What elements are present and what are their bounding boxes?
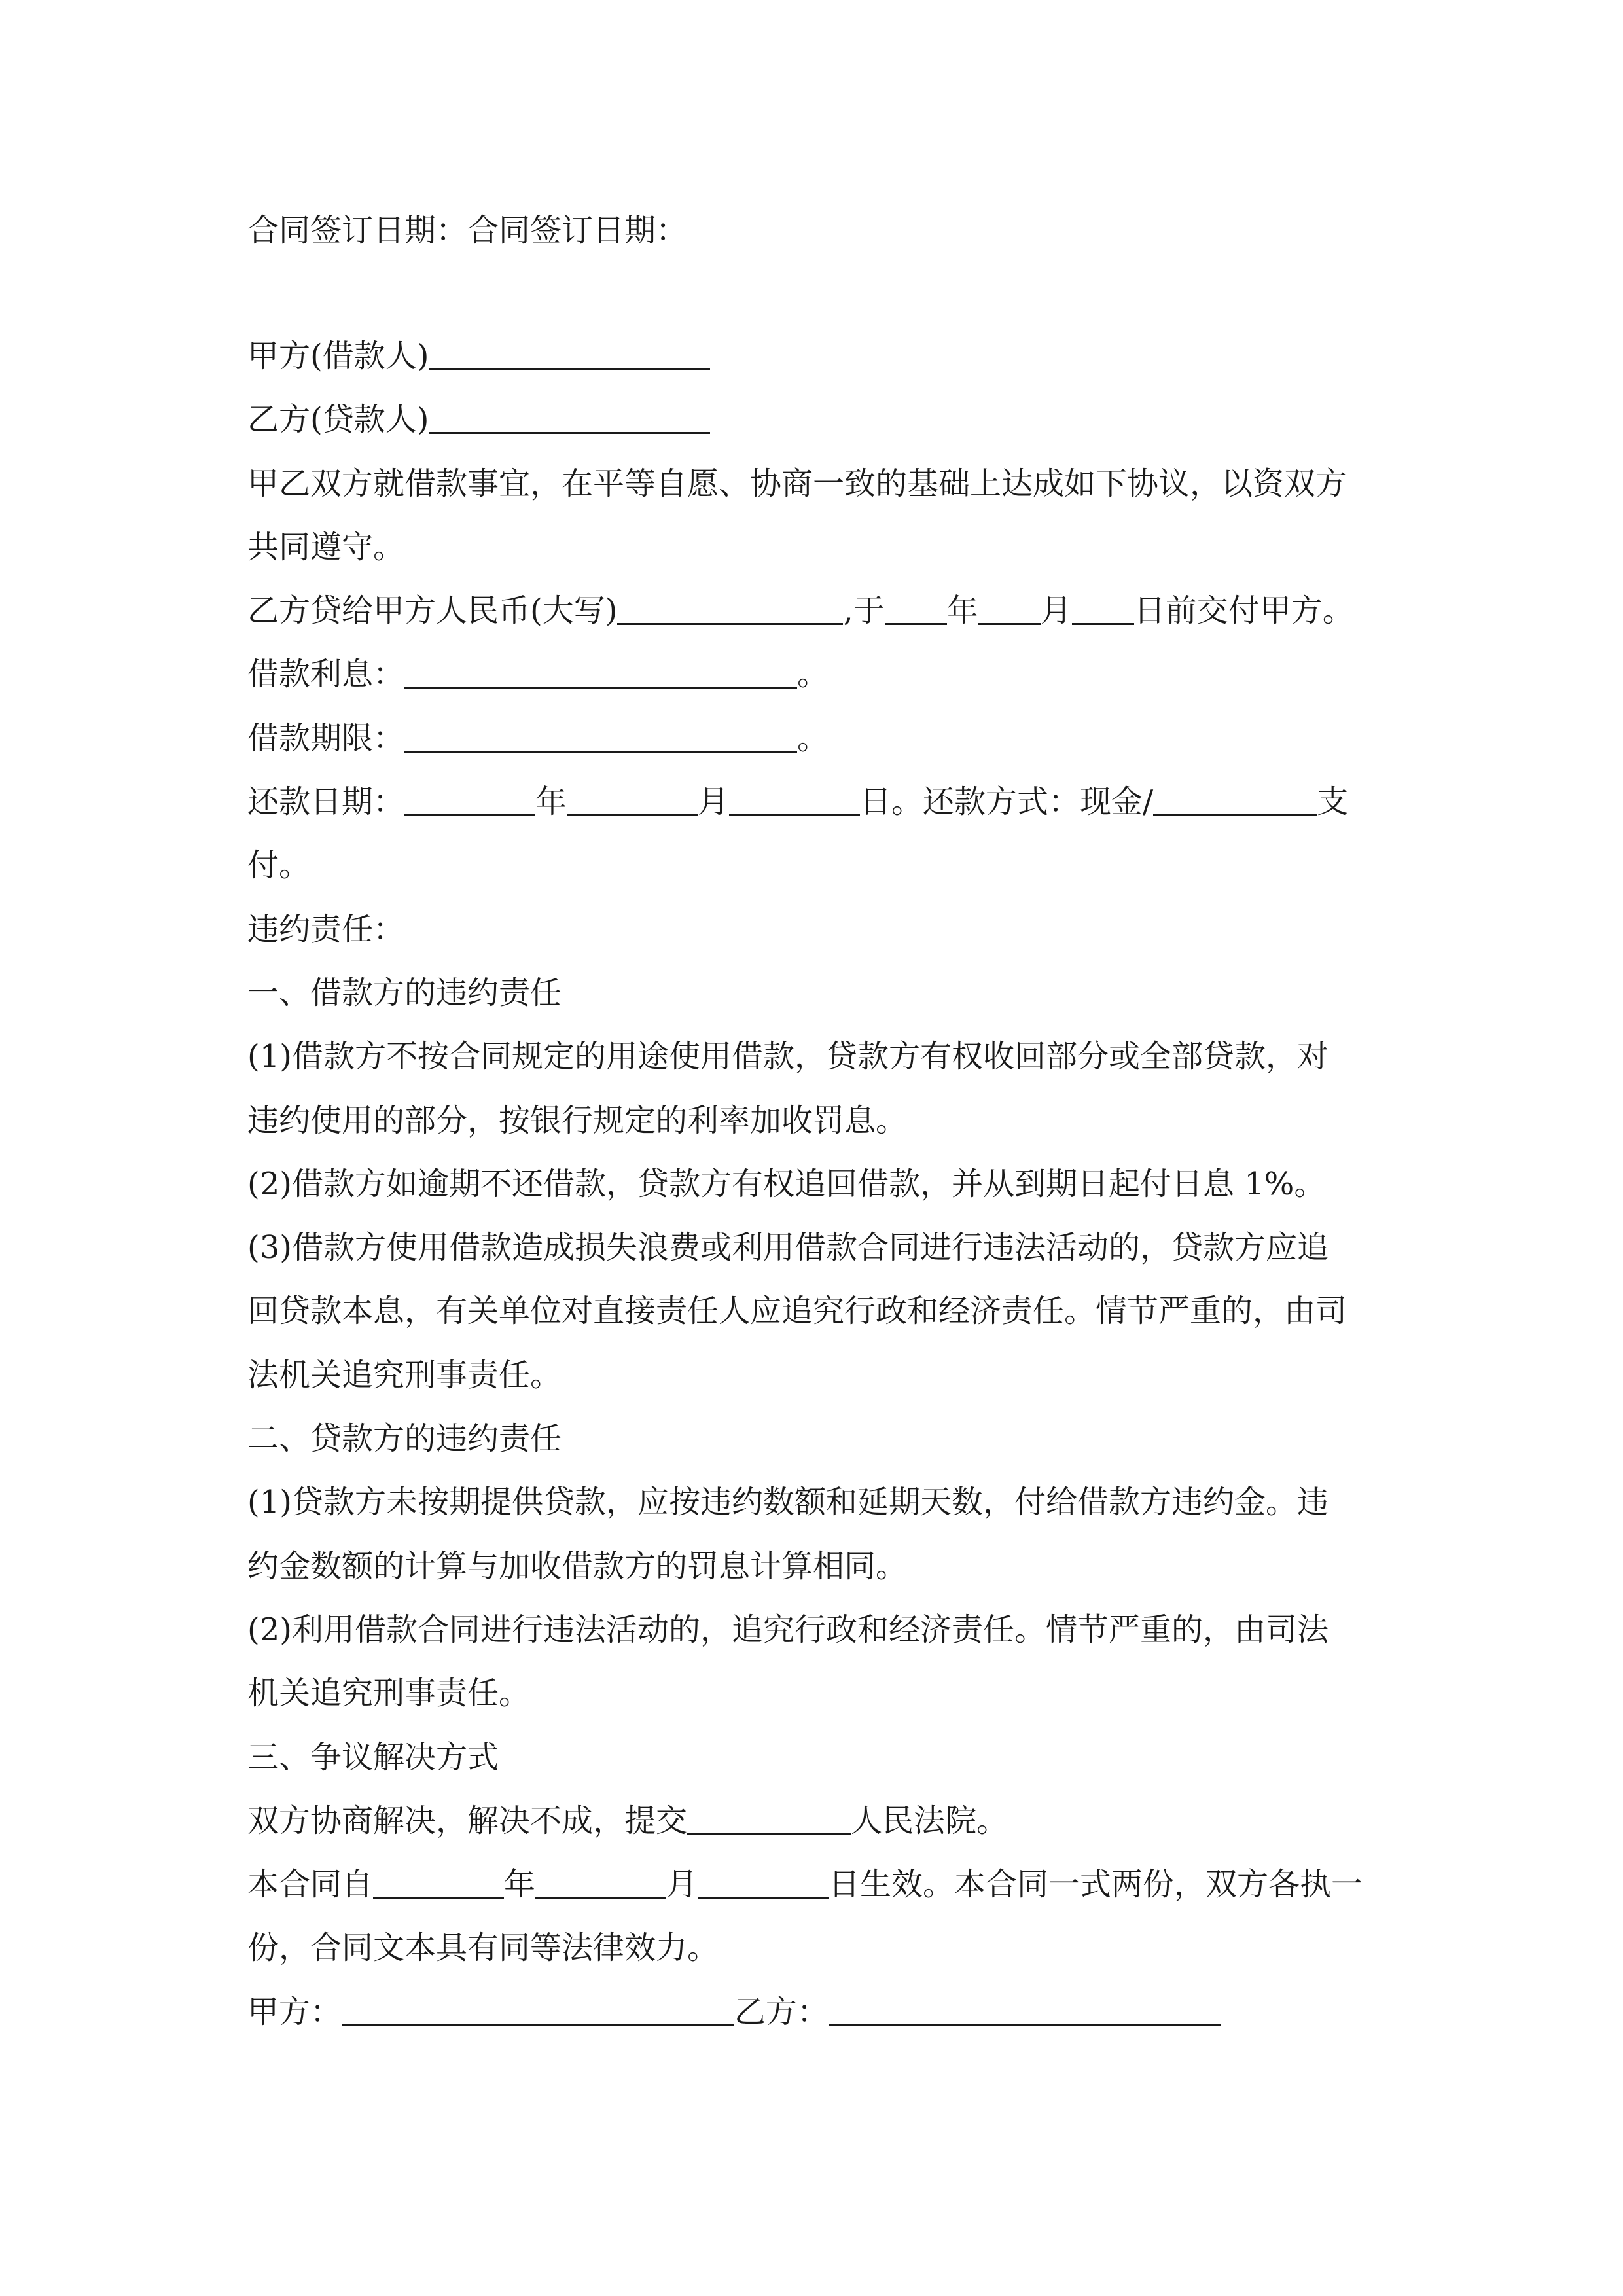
section-1-p3-b: 回贷款本息，有关单位对直接责任人应追究行政和经济责任。情节严重的，由司: [247, 1293, 1347, 1329]
repay-method-blank[interactable]: [1153, 783, 1317, 816]
period-line: 借款期限： 。: [247, 720, 829, 757]
section-2-p2-b: 机关追究刑事责任。: [247, 1675, 531, 1712]
party-a-line: 甲方(借款人): [247, 336, 710, 376]
section-1-title: 一、借款方的违约责任: [247, 975, 562, 1011]
section-1-p1-a: (1)借款方不按合同规定的用途使用借款，贷款方有权收回部分或全部贷款，对: [247, 1038, 1329, 1075]
section-2-p1-a: (1)贷款方未按期提供贷款，应按违约数额和延期天数，付给借款方违约金。违: [247, 1484, 1329, 1520]
loan-amount-line: 乙方贷给甲方人民币(大写) ,于 年 月 日前交付甲方。: [247, 592, 1354, 629]
section-3-p1: 双方协商解决，解决不成，提交 人民法院。: [247, 1803, 1008, 1839]
repay-month-blank[interactable]: [567, 783, 698, 816]
signature-b-blank[interactable]: [829, 1993, 1221, 2026]
breach-title: 违约责任：: [247, 911, 405, 948]
loan-month-blank[interactable]: [978, 592, 1041, 625]
signing-date-line: 合同签订日期：合同签订日期：: [247, 212, 688, 249]
party-a-blank[interactable]: [429, 337, 710, 370]
period-blank[interactable]: [404, 719, 797, 753]
section-3-title: 三、争议解决方式: [247, 1739, 499, 1776]
section-1-p2: (2)借款方如逾期不还借款，贷款方有权追回借款，并从到期日起付日息 1%。: [247, 1166, 1326, 1202]
effect-line: 本合同自 年 月 日生效。本合同一式两份，双方各执一: [247, 1866, 1363, 1903]
loan-amount-blank[interactable]: [617, 592, 843, 625]
repay-year-blank[interactable]: [404, 783, 535, 816]
effect-line-2: 份，合同文本具有同等法律效力。: [247, 1929, 719, 1966]
signature-a-blank[interactable]: [342, 1993, 734, 2026]
section-2-title: 二、贷款方的违约责任: [247, 1420, 562, 1457]
effect-day-blank[interactable]: [698, 1865, 829, 1899]
effect-month-blank[interactable]: [535, 1865, 666, 1899]
section-1-p3-c: 法机关追究刑事责任。: [247, 1357, 562, 1393]
section-1-p1-b: 违约使用的部分，按银行规定的利率加收罚息。: [247, 1102, 908, 1139]
section-2-p2-a: (2)利用借款合同进行违法活动的，追究行政和经济责任。情节严重的，由司法: [247, 1611, 1329, 1648]
signature-line: 甲方： 乙方：: [247, 1992, 1221, 2032]
loan-year-blank[interactable]: [885, 592, 947, 625]
intro-line-1: 甲乙双方就借款事宜，在平等自愿、协商一致的基础上达成如下协议，以资双方: [247, 465, 1347, 502]
repay-line: 还款日期： 年 月 日。还款方式：现金/ 支: [247, 783, 1349, 820]
section-2-p1-b: 约金数额的计算与加收借款方的罚息计算相同。: [247, 1548, 908, 1585]
court-blank[interactable]: [687, 1802, 851, 1835]
interest-blank[interactable]: [404, 655, 797, 689]
section-1-p3-a: (3)借款方使用借款造成损失浪费或利用借款合同进行违法活动的，贷款方应追: [247, 1229, 1329, 1266]
effect-year-blank[interactable]: [373, 1865, 504, 1899]
interest-line: 借款利息： 。: [247, 656, 829, 692]
repay-day-blank[interactable]: [729, 783, 860, 816]
party-b-line: 乙方(贷款人): [247, 400, 710, 439]
intro-line-2: 共同遵守。: [247, 529, 405, 565]
loan-day-blank[interactable]: [1072, 592, 1134, 625]
party-b-blank[interactable]: [429, 401, 710, 434]
repay-line-2: 付。: [247, 847, 311, 884]
